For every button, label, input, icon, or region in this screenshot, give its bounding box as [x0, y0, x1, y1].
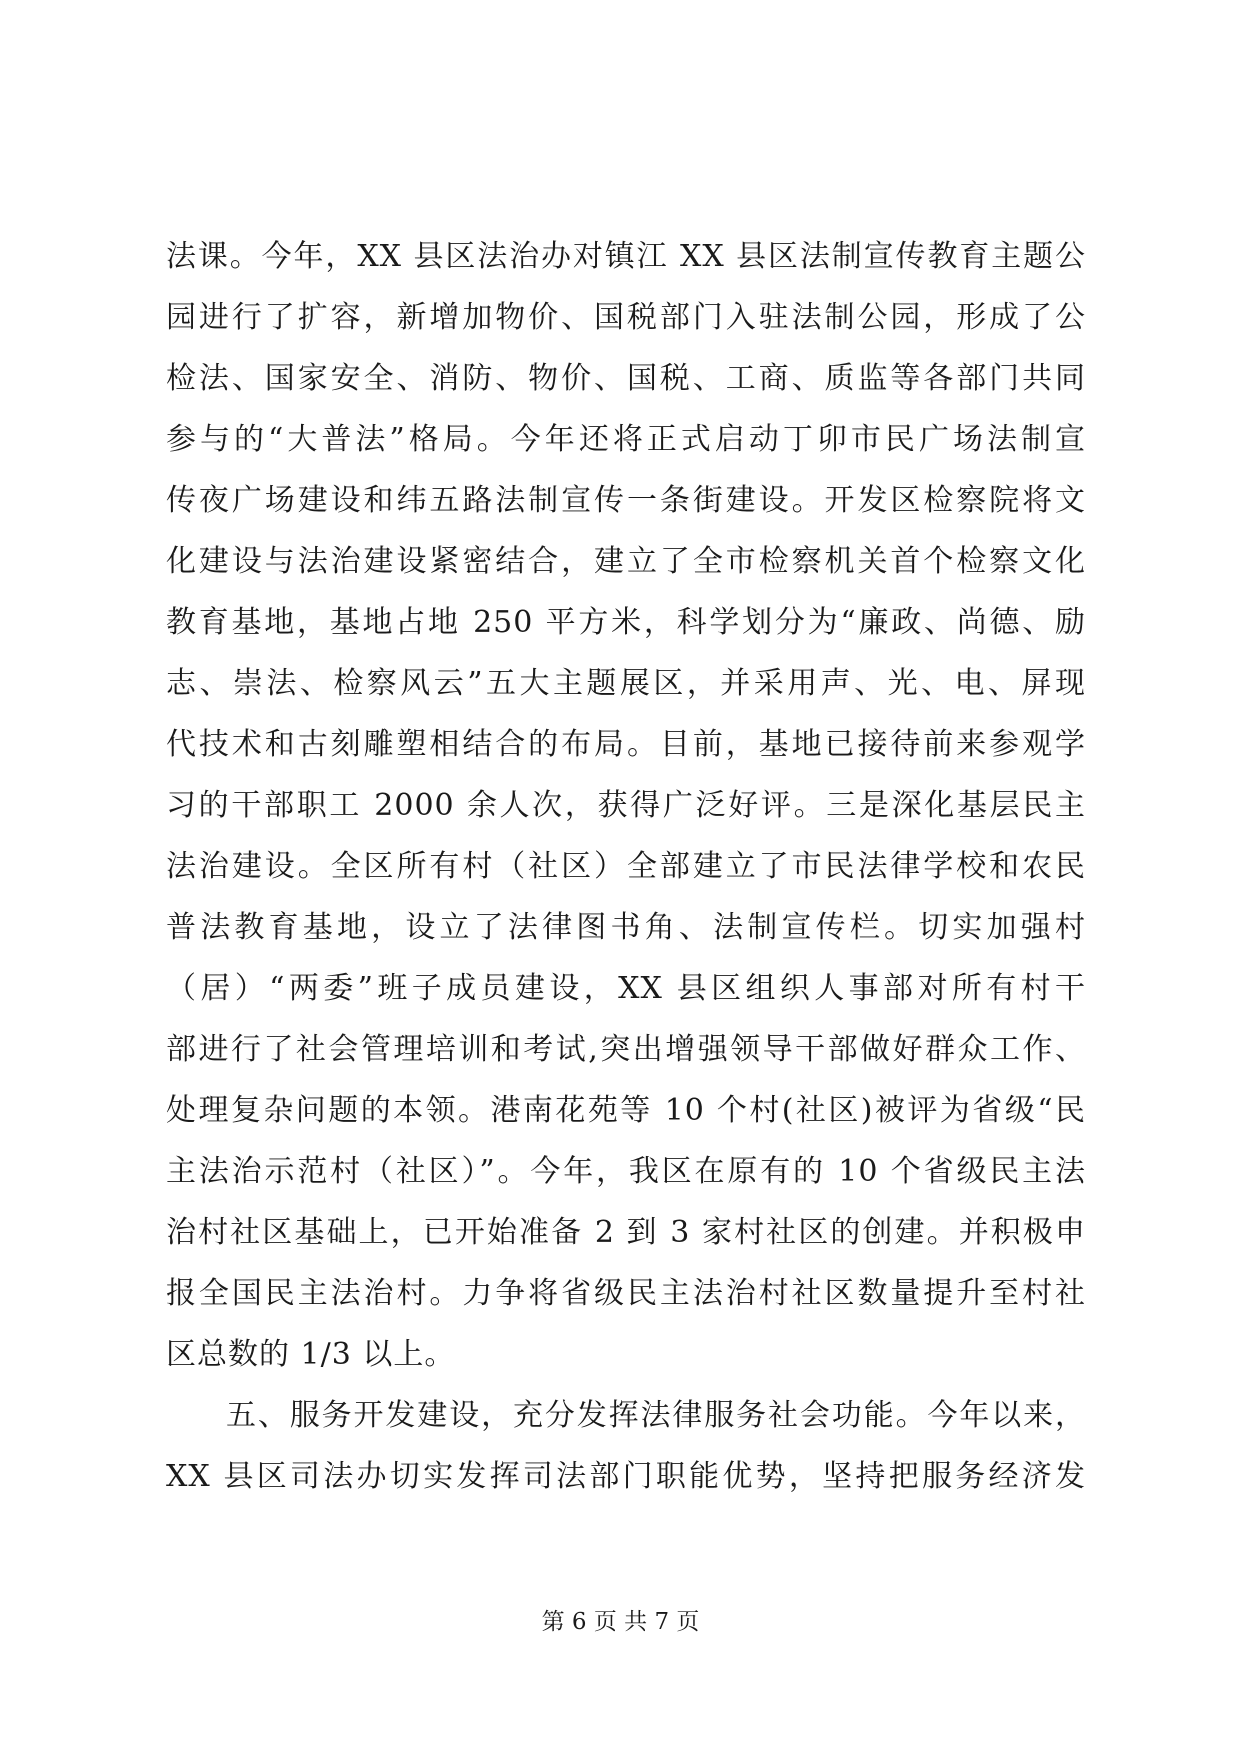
- text-line: 治村社区基础上，已开始准备 2 到 3 家村社区的创建。并积极申: [166, 1215, 1086, 1250]
- text-line: 部进行了社会管理培训和考试,突出增强领导干部做好群众工作、: [166, 1032, 1086, 1067]
- text-line: XX 县区司法办切实发挥司法部门职能优势，坚持把服务经济发: [166, 1459, 1086, 1494]
- text-line: 参与的“大普法”格局。今年还将正式启动丁卯市民广场法制宣: [166, 422, 1086, 457]
- text-line: 检法、国家安全、消防、物价、国税、工商、质监等各部门共同: [166, 361, 1086, 396]
- text-line: 代技术和古刻雕塑相结合的布局。目前，基地已接待前来参观学: [166, 727, 1086, 762]
- text-line: 志、崇法、检察风云”五大主题展区，并采用声、光、电、屏现: [166, 666, 1086, 701]
- text-line: 法课。今年，XX 县区法治办对镇江 XX 县区法制宣传教育主题公: [166, 239, 1086, 274]
- text-line: 普法教育基地，设立了法律图书角、法制宣传栏。切实加强村: [166, 910, 1086, 945]
- text-line: 法治建设。全区所有村（社区）全部建立了市民法律学校和农民: [166, 849, 1086, 884]
- body-text: [166, 226, 1086, 1507]
- text-line: 处理复杂问题的本领。港南花苑等 10 个村(社区)被评为省级“民: [166, 1093, 1086, 1128]
- text-line: 五、服务开发建设，充分发挥法律服务社会功能。今年以来，: [226, 1398, 1086, 1433]
- text-line: 教育基地，基地占地 250 平方米，科学划分为“廉政、尚德、励: [166, 605, 1086, 640]
- text-line: 传夜广场建设和纬五路法制宣传一条街建设。开发区检察院将文: [166, 483, 1086, 518]
- text-line: 园进行了扩容，新增加物价、国税部门入驻法制公园，形成了公: [166, 300, 1086, 335]
- text-line: 习的干部职工 2000 余人次，获得广泛好评。三是深化基层民主: [166, 788, 1086, 823]
- page-number: 第 6 页 共 7 页: [541, 1609, 700, 1635]
- text-line: 区总数的 1/3 以上。: [166, 1337, 456, 1372]
- text-line: 报全国民主法治村。力争将省级民主法治村社区数量提升至村社: [166, 1276, 1086, 1311]
- text-line: （居）“两委”班子成员建设，XX 县区组织人事部对所有村干: [166, 971, 1086, 1006]
- text-line: 主法治示范村（社区）”。今年，我区在原有的 10 个省级民主法: [166, 1154, 1086, 1189]
- text-line: 化建设与法治建设紧密结合，建立了全市检察机关首个检察文化: [166, 544, 1086, 579]
